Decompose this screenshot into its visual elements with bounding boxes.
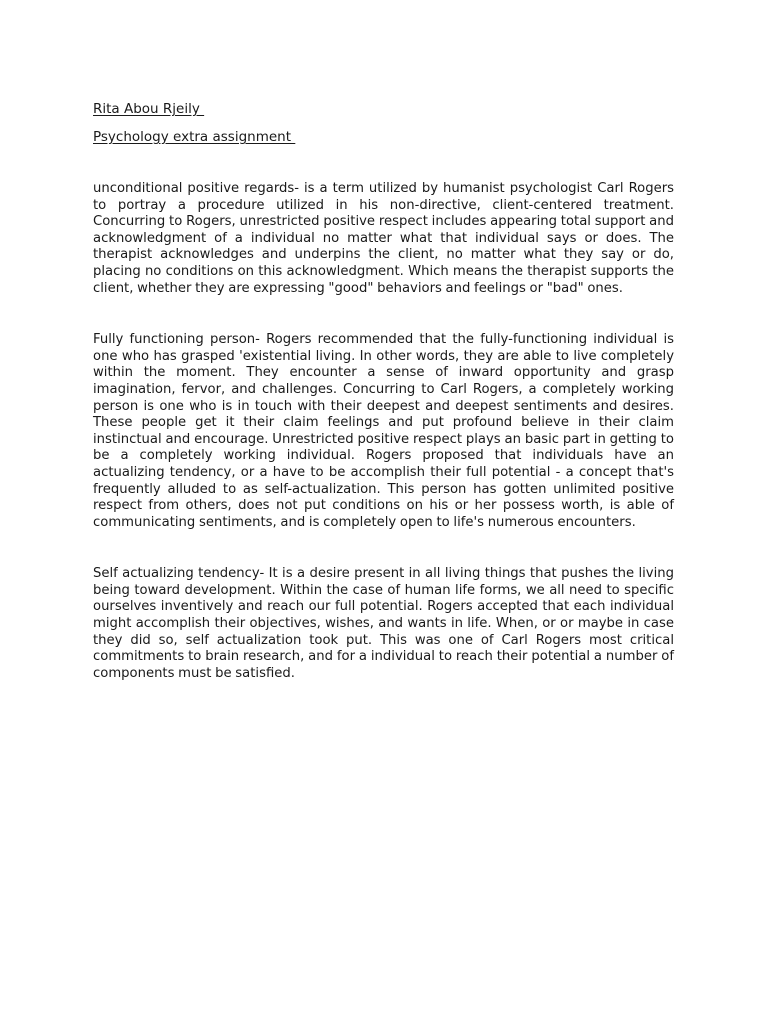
paragraph-fully-functioning-person: Fully functioning person- Rogers recommended that the fully-functioning individual is one who has grasped 'existential living. In other words, they are able to live completely within the moment. They encounter a sense of inward opportunity and grasp imagination, fervor, and challenges. Concurring to Carl Rogers, a completely working person is one who is in touch with their deepest and deepest sentiments and desires. These people get it their claim feelings and put profound believe in their claim instinctual and encourage. Unrestricted positive respect plays an basic part in getting to be a completely working individual. Rogers proposed that individuals have an actualizing tendency, or a have to be accomplish their full potential - a concept that's frequently alluded to as self-actualization. This person has gotten unlimited positive respect from others, does not put conditions on his or her possess worth, is able of communicating sentiments, and is completely open to life's numerous encounters. (93, 332, 674, 530)
author-name: Rita Abou Rjeily (93, 101, 205, 117)
assignment-title: Psychology extra assignment (93, 129, 296, 145)
paragraph-unconditional-positive-regard: unconditional positive regards- is a term utilized by humanist psychologist Carl Rogers to portray a procedure utilized in his non-directive, client-centered treatment. Concurring to Rogers, unrestricted positive respect includes appearing total support and acknowledgment of a individual no matter what that individual says or does. The therapist acknowledges and underpins the client, no matter what they say or do, placing no conditions on this acknowledgment. Which means the therapist supports the client, whether they are expressing "good" behaviors and feelings or "bad" ones. (93, 181, 674, 296)
document-header (93, 101, 673, 146)
paragraph-self-actualizing-tendency: Self actualizing tendency- It is a desire present in all living things that pushes the living being toward development. Within the case of human life forms, we all need to specific ourselves inventively and reach our full potential. Rogers accepted that each individual might accomplish their objectives, wishes, and wants in life. When, or or maybe in case they did so, self actualization took put. This was one of Carl Rogers most critical commitments to brain research, and for a individual to reach their potential a number of components must be satisfied. (93, 566, 674, 681)
document-body (93, 181, 674, 682)
